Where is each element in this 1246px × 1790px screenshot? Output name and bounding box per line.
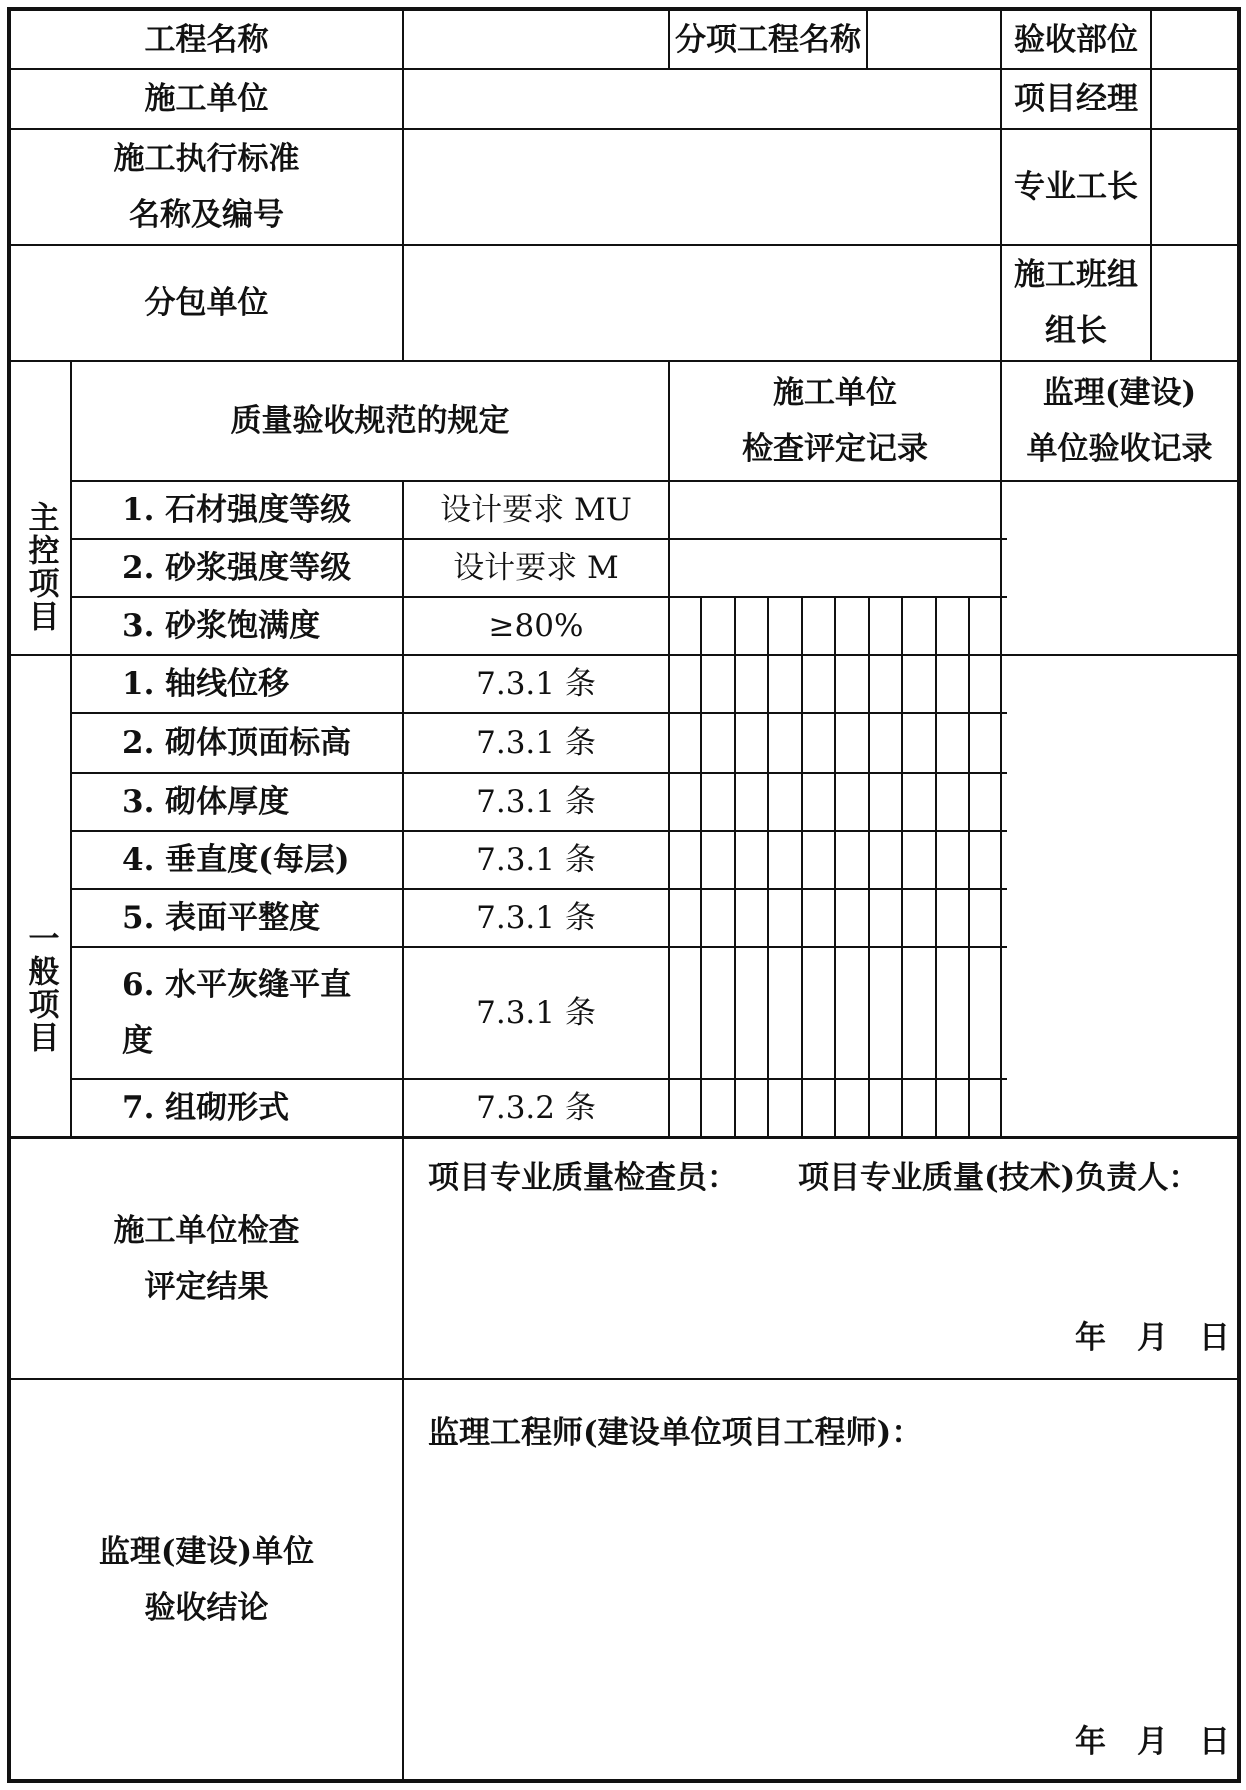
general-item-requirement: 7.3.1 条 [476,995,596,1031]
foreman-label: 专业工长 [1014,169,1138,205]
general-item-name: 3. 砌体厚度 [122,784,290,820]
subitem-name-label: 分项工程名称 [675,21,861,58]
subcontractor-label: 分包单位 [144,285,269,321]
border-right [1237,7,1241,1783]
general-item-requirement: 7.3.1 条 [476,666,596,702]
grid-tick [801,597,803,1137]
general-item-requirement: 7.3.1 条 [476,900,596,936]
general-item-name: 2. 砌体顶面标高 [122,725,352,761]
general-item-requirement: 7.3.1 条 [476,842,596,878]
rule-v [402,7,404,361]
general-item-name: 1. 轴线位移 [122,666,290,702]
project-manager-label: 项目经理 [1014,81,1138,117]
border-bottom [7,1779,1241,1783]
rule-v [866,7,868,69]
project-name-label: 工程名称 [144,21,269,58]
supervision-date-label: 年 月 日 [1075,1724,1230,1760]
main-control-item-requirement: ≥80% [488,608,584,644]
grid-tick [767,597,769,1137]
general-item-name: 5. 表面平整度 [122,900,321,936]
team-leader-label: 施工班组 组长 [1014,257,1138,349]
general-item-requirement: 7.3.2 条 [476,1090,596,1126]
grid-tick [834,597,836,1137]
grid-tick [700,597,702,1137]
main-control-item-name: 1. 石材强度等级 [122,492,352,528]
main-control-item-name: 2. 砂浆强度等级 [122,550,352,586]
construction-record-header: 施工单位 检查评定记录 [742,375,928,467]
construction-result-label: 施工单位检查 评定结果 [113,1212,300,1305]
supervision-result-label: 监理(建设)单位 验收结论 [98,1533,315,1626]
grid-tick [868,597,870,1137]
general-item-name: 4. 垂直度(每层) [122,842,350,878]
standard-label: 施工执行标准 名称及编号 [113,141,300,233]
construction-unit-label: 施工单位 [144,81,269,117]
acceptance-part-label: 验收部位 [1014,21,1138,58]
grid-tick [935,597,937,1137]
grid-tick [901,597,903,1137]
construction-date-label: 年 月 日 [1075,1320,1230,1356]
supervision-record-header: 监理(建设) 单位验收记录 [1026,375,1213,467]
grid-tick [968,597,970,1137]
general-item-requirement: 7.3.1 条 [476,725,596,761]
general-item-name: 6. 水平灰缝平直 度 [122,967,352,1059]
general-section-label: 一般项目 [22,922,59,1054]
main-control-item-requirement: 设计要求 M [453,550,619,586]
main-control-item-name: 3. 砂浆饱满度 [122,608,321,644]
engineer-label: 监理工程师(建设单位项目工程师)： [428,1415,923,1451]
rule-v [1150,7,1152,361]
technical-lead-label: 项目专业质量(技术)负责人： [798,1160,1200,1196]
main-control-item-requirement: 设计要求 MU [440,492,632,528]
general-item-name: 7. 组砌形式 [122,1090,290,1126]
spec-header: 质量验收规范的规定 [230,403,510,439]
main-control-section-label: 主控项目 [22,501,59,633]
grid-tick [734,597,736,1137]
inspector-label: 项目专业质量检查员： [428,1160,738,1196]
general-item-requirement: 7.3.1 条 [476,784,596,820]
